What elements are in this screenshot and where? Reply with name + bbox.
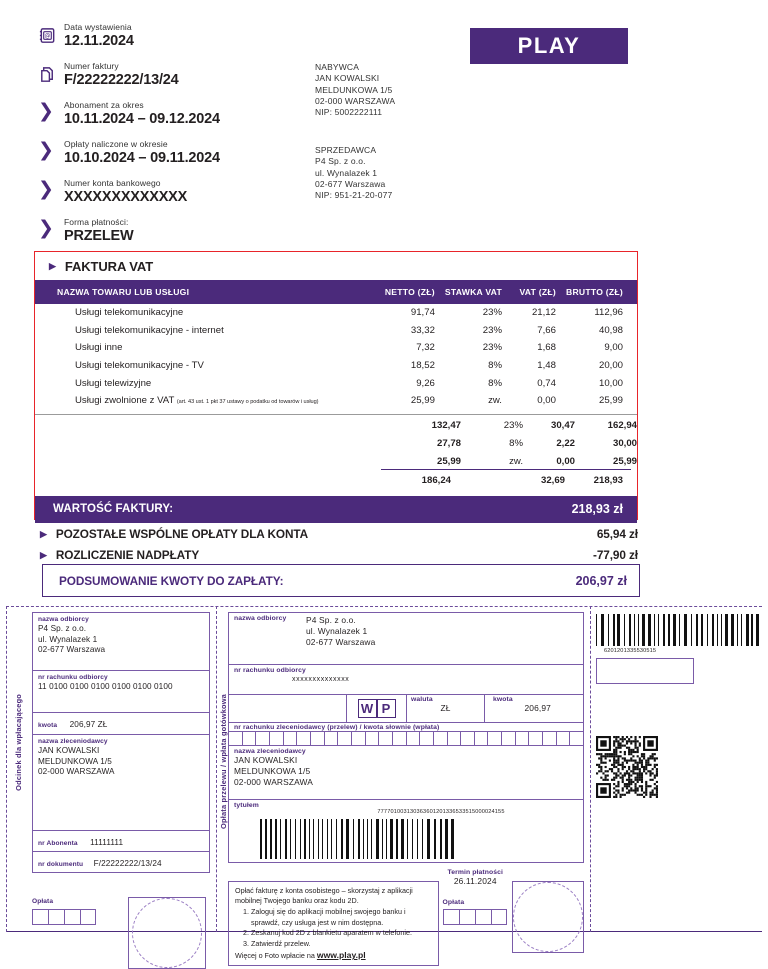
cell-brutto: 40,98	[598, 324, 623, 336]
stub-fee-label: Opłata	[32, 898, 54, 905]
stub-fee-cells[interactable]	[32, 909, 128, 925]
stub-document-label: nr dokumentu	[38, 861, 84, 868]
payer-account-label: nr rachunku zleceniodawcy (przelew) / kwota słownie (wpłata)	[234, 724, 440, 731]
subtotal-netto: 27,78	[436, 437, 461, 449]
account-cell[interactable]	[529, 732, 543, 745]
triangle-right-icon: ▶	[40, 549, 47, 560]
instruction-step: 2. Zeskanuj kod 2D z blankietu aparatem w telefonie.	[251, 928, 432, 938]
item-name: Usługi telekomunikacyjne - TV	[75, 360, 204, 372]
transfer-payer-line: JAN KOWALSKI	[234, 755, 298, 765]
transfer-recipient-line: ul. Wynalazek 1	[306, 626, 368, 636]
cell-vat: 7,66	[537, 324, 556, 336]
seller-line: 02-677 Warszawa	[315, 178, 386, 189]
subtotal-brutto: 162,94	[607, 419, 637, 431]
fee-cell[interactable]	[80, 909, 96, 925]
fee-cell[interactable]	[491, 909, 507, 925]
subtotal-netto: 25,99	[436, 455, 461, 467]
stub-payer-label: nazwa zleceniodawcy	[38, 738, 108, 745]
table-row	[35, 392, 637, 410]
extra-amount: 65,94 zł	[596, 527, 638, 541]
cell-brutto: 112,96	[594, 307, 623, 319]
transfer-payer-line: 02-000 WARSZAWA	[234, 777, 314, 787]
stub-recipient-label: nazwa odbiorcy	[38, 616, 89, 623]
cell-name	[35, 357, 379, 375]
stub-amount-label: kwota	[38, 722, 58, 729]
slip-side-label-left: Odcinek dla wpłacającego	[14, 694, 23, 791]
stub-document	[33, 852, 209, 872]
transfer-stamp-box	[512, 881, 584, 953]
triangle-right-icon: ▶	[40, 528, 47, 539]
svg-text:@: @	[44, 33, 51, 40]
table-row	[35, 357, 637, 375]
due-and-fee-column	[442, 869, 509, 966]
purple-divider	[381, 469, 631, 470]
slip-transfer-form	[228, 612, 584, 966]
field-value: PRZELEW	[64, 228, 134, 244]
cell-vat: 21,12	[531, 307, 556, 319]
extra-amount: -77,90 zł	[592, 548, 638, 562]
cell-netto: 9,26	[416, 377, 435, 389]
subtotal-stawka: zw.	[509, 455, 523, 467]
cell-netto: 33,32	[410, 324, 435, 336]
payer-account-cells[interactable]	[229, 732, 583, 746]
stub-subscriber-label: nr Abonenta	[38, 840, 78, 847]
stub-amount	[33, 713, 209, 735]
transfer-account-label: nr rachunku odbiorcy	[234, 667, 306, 674]
grand-vat: 32,69	[540, 474, 565, 486]
cell-vat: 1,48	[537, 360, 556, 372]
chevron-right-icon: ❯	[38, 178, 54, 200]
buyer-block	[315, 62, 395, 118]
account-cell[interactable]	[516, 732, 530, 745]
item-name: Usługi inne	[75, 342, 123, 354]
invoice-header	[0, 0, 768, 250]
grand-total-row	[35, 470, 637, 489]
fee-cell[interactable]	[459, 909, 475, 925]
barcode-image	[260, 815, 578, 859]
wp-p-box[interactable]: P	[377, 699, 396, 718]
cell-brutto: 9,00	[604, 342, 623, 354]
cell-stawka: 23%	[482, 342, 502, 354]
account-cell[interactable]	[366, 732, 380, 745]
field-label: Numer konta bankowego	[64, 178, 161, 188]
instruction-step: 3. Zatwierdź przelew.	[251, 939, 432, 949]
account-cell[interactable]	[352, 732, 366, 745]
table-row	[35, 322, 637, 340]
stub-account-value: 11 0100 0100 0100 0100 0100 0100	[38, 682, 173, 691]
document-copy-icon	[38, 61, 64, 89]
grand-brutto: 218,93	[593, 474, 623, 486]
transfer-recipient-line: P4 Sp. z o.o.	[306, 615, 356, 625]
field-issue-date	[38, 22, 288, 50]
buyer-nip: NIP: 5002222111	[315, 107, 383, 118]
fee-cell[interactable]	[475, 909, 491, 925]
slip-vertical-divider	[216, 606, 217, 932]
account-cell[interactable]	[325, 732, 339, 745]
subtotal-row	[35, 451, 637, 469]
fee-cell[interactable]	[443, 909, 459, 925]
chevron-right-icon: ❯	[38, 217, 54, 239]
subtotal-vat: 0,00	[556, 455, 575, 467]
slip-vertical-divider	[590, 606, 591, 932]
account-cell[interactable]	[570, 732, 583, 745]
buyer-line: JAN KOWALSKI	[315, 73, 380, 84]
calendar-icon	[38, 22, 64, 50]
invoice-value-amount: 218,93 zł	[571, 502, 623, 517]
stub-recipient-line: 02-677 Warszawa	[38, 645, 106, 654]
stub-amount-value: 206,97 ZŁ	[69, 720, 108, 729]
stub-payer	[33, 735, 209, 831]
field-value: 10.10.2024 – 09.11.2024	[64, 150, 220, 166]
chevron-right-icon: ❯	[38, 100, 54, 122]
summary-box	[42, 564, 640, 597]
triangle-right-icon: ▶	[49, 261, 56, 271]
transfer-amount-value: 206,97	[524, 703, 551, 713]
summary-amount: 206,97 zł	[575, 573, 627, 588]
table-header-row	[35, 280, 637, 304]
cell-brutto: 10,00	[598, 377, 623, 389]
account-cell[interactable]	[256, 732, 270, 745]
cell-netto: 25,99	[410, 395, 435, 407]
cell-netto: 7,32	[416, 342, 435, 354]
instructions-more: Więcej o Foto wpłacie na	[235, 951, 317, 961]
col-name: NAZWA TOWARU LUB USŁUGI	[35, 280, 379, 304]
cell-name	[35, 374, 379, 392]
faktura-vat-section	[34, 251, 638, 520]
item-name: Usługi telekomunikacyjne - internet	[75, 324, 224, 336]
field-payment-method	[38, 217, 288, 245]
account-cell[interactable]	[434, 732, 448, 745]
wp-w-box[interactable]: W	[358, 699, 377, 718]
seller-title: SPRZEDAWCA	[315, 145, 377, 155]
play-website-link[interactable]: www.play.pl	[316, 950, 366, 961]
transfer-amount-label: kwota	[493, 696, 513, 703]
stub-document-value: F/22222222/13/24	[93, 859, 162, 868]
slip-top-divider	[6, 606, 762, 607]
cell-netto: 91,74	[410, 307, 435, 319]
account-cell[interactable]	[543, 732, 557, 745]
barcode-number: 777701003130363601201336533515000024155	[377, 809, 505, 815]
col-stawka: STAWKA VAT	[445, 280, 514, 304]
stub-payer-line: 02-000 WARSZAWA	[38, 767, 115, 776]
cell-vat: 0,74	[537, 377, 556, 389]
subtotal-brutto: 25,99	[612, 455, 637, 467]
field-value: XXXXXXXXXXXXX	[64, 189, 188, 205]
cell-stawka: zw.	[488, 395, 502, 407]
transfer-title-label: tytułem	[234, 802, 259, 809]
item-name: Usługi telekomunikacyjne	[75, 307, 184, 319]
cell-brutto: 20,00	[598, 360, 623, 372]
field-subscription-period	[38, 100, 288, 128]
stub-payer-line: MELDUNKOWA 1/5	[38, 756, 112, 766]
transfer-payer-line: MELDUNKOWA 1/5	[234, 766, 311, 776]
subtotal-vat: 2,22	[556, 437, 575, 449]
stub-subscriber	[33, 831, 209, 852]
cell-vat: 1,68	[537, 342, 556, 354]
account-cell[interactable]	[379, 732, 393, 745]
currency-value: ZŁ	[440, 703, 451, 713]
subtotals-table	[35, 415, 637, 469]
field-bank-account	[38, 178, 288, 206]
instruction-step: 1. Zaloguj się do aplikacji mobilnej swojego banku i sprawdź, czy usługa jest w nim dostępna.	[251, 907, 432, 927]
invoice-value-label: WARTOŚĆ FAKTURY:	[53, 503, 174, 516]
subtotal-stawka: 23%	[503, 419, 523, 431]
transfer-fee-label: Opłata	[442, 899, 465, 906]
cell-stawka: 23%	[482, 324, 502, 336]
field-label: Opłaty naliczone w okresie	[64, 139, 168, 149]
slip-stub	[32, 612, 210, 969]
account-cell[interactable]	[420, 732, 434, 745]
field-label: Numer faktury	[64, 61, 119, 71]
stub-recipient-line: ul. Wynalazek 1	[38, 634, 98, 644]
stub-subscriber-value: 11111111	[90, 838, 124, 847]
extra-label: ROZLICZENIE NADPŁATY	[55, 548, 200, 562]
transfer-title	[229, 800, 583, 862]
transfer-account-value: xxxxxxxxxxxxxx	[292, 676, 350, 683]
instructions-box	[228, 881, 439, 966]
fee-cell[interactable]	[32, 909, 48, 925]
due-date-label: Termin płatności	[447, 869, 503, 876]
account-cell[interactable]	[338, 732, 352, 745]
stamp-circle-icon	[513, 882, 583, 952]
chevron-right-icon: ❯	[38, 139, 54, 161]
right-empty-box	[596, 658, 694, 684]
stub-recipient	[33, 613, 209, 671]
due-date-value: 26.11.2024	[453, 876, 497, 886]
buyer-title: NABYWCA	[315, 62, 360, 72]
stub-account-label: nr rachunku odbiorcy	[38, 674, 108, 681]
header-fields	[38, 22, 288, 256]
seller-line: P4 Sp. z o.o.	[315, 156, 366, 167]
stamp-circle-icon	[132, 898, 202, 968]
grand-netto: 186,24	[421, 474, 451, 486]
account-cell[interactable]	[502, 732, 516, 745]
table-row	[35, 339, 637, 357]
account-cell[interactable]	[407, 732, 421, 745]
extra-row-overpayment[interactable]	[40, 548, 638, 562]
transfer-recipient-label: nazwa odbiorcy	[234, 615, 287, 622]
field-charges-period	[38, 139, 288, 167]
items-table	[35, 280, 637, 410]
grand-total-table	[35, 470, 637, 489]
extra-label: POZOSTAŁE WSPÓLNE OPŁATY DLA KONTA	[55, 527, 309, 541]
account-cell[interactable]	[448, 732, 462, 745]
slip-right-column	[596, 612, 762, 803]
field-label: Data wystawienia	[64, 22, 132, 32]
buyer-line: MELDUNKOWA 1/5	[315, 84, 393, 95]
transfer-payer	[229, 746, 583, 800]
fee-cell[interactable]	[48, 909, 64, 925]
invoice-value-bar	[35, 496, 637, 523]
item-fineprint: (art. 43 ust. 1 pkt 37 ustawy o podatku od towarów i usług)	[176, 399, 319, 406]
account-cell[interactable]	[488, 732, 502, 745]
subtotal-stawka: 8%	[509, 437, 523, 449]
item-name: Usługi telewizyjne	[75, 377, 152, 389]
stub-stamp-box	[128, 897, 206, 969]
cell-brutto: 25,99	[598, 395, 623, 407]
subtotal-row	[35, 433, 637, 451]
wp-checkboxes[interactable]	[358, 699, 396, 718]
play-logo	[470, 28, 628, 64]
account-cell[interactable]	[557, 732, 571, 745]
summary-label: PODSUMOWANIE KWOTY DO ZAPŁATY:	[59, 573, 284, 588]
subtotal-netto: 132,47	[431, 419, 461, 431]
col-netto: NETTO (ZŁ)	[379, 280, 445, 304]
seller-block	[315, 145, 392, 201]
field-value: 12.11.2024	[64, 33, 134, 49]
grand-stawka	[461, 470, 523, 489]
account-cell[interactable]	[393, 732, 407, 745]
seller-line: ul. Wynalazek 1	[315, 167, 378, 178]
cell-stawka: 23%	[482, 307, 502, 319]
slip-vertical-divider	[6, 606, 7, 932]
account-cell[interactable]	[475, 732, 489, 745]
cell-name	[35, 304, 379, 322]
faktura-vat-header[interactable]	[35, 252, 637, 280]
item-name: Usługi zwolnione z VAT	[75, 395, 175, 407]
account-cell[interactable]	[284, 732, 298, 745]
field-label: Abonament za okres	[64, 100, 144, 110]
seller-nip: NIP: 951-21-20-077	[315, 190, 393, 201]
transfer-main-box	[228, 612, 584, 863]
qr-code-icon	[596, 736, 658, 798]
table-row	[35, 304, 637, 322]
account-cell[interactable]	[270, 732, 284, 745]
field-label: Forma płatności:	[64, 217, 129, 227]
cell-stawka: 8%	[488, 360, 502, 372]
payment-slip	[6, 606, 762, 961]
subtotal-vat: 30,47	[550, 419, 575, 431]
faktura-vat-title: FAKTURA VAT	[64, 259, 154, 274]
field-invoice-number	[38, 61, 288, 89]
cell-name	[35, 322, 379, 340]
slip-side-label-mid: Opłata przelewu / wpłata gotówkowa	[219, 694, 228, 829]
cell-name	[35, 339, 379, 357]
cell-name	[35, 392, 379, 410]
account-cell[interactable]	[243, 732, 257, 745]
transfer-payer-account-label-row	[229, 723, 583, 732]
transfer-amount-row	[229, 695, 583, 723]
transfer-recipient-line: 02-677 Warszawa	[306, 637, 376, 647]
transfer-payer-label: nazwa zleceniodawcy	[234, 748, 306, 755]
col-brutto: BRUTTO (ZŁ)	[566, 280, 637, 304]
stub-recipient-line: P4 Sp. z o.o.	[38, 624, 87, 633]
stub-account	[33, 671, 209, 713]
stub-main-box	[32, 612, 210, 873]
cell-stawka: 8%	[488, 377, 502, 389]
account-cell[interactable]	[311, 732, 325, 745]
cell-vat: 0,00	[537, 395, 556, 407]
table-row	[35, 374, 637, 392]
currency-label: waluta	[411, 696, 433, 703]
barcode-right-image	[596, 612, 762, 646]
play-logo-text: PLAY	[517, 33, 581, 58]
subtotal-row	[35, 415, 637, 433]
instructions-intro: Opłać fakturę z konta osobistego – skorzystaj z aplikacji mobilnej Twojego banku oraz kodu 2D.	[235, 886, 413, 906]
account-cell[interactable]	[461, 732, 475, 745]
account-cell[interactable]	[297, 732, 311, 745]
extra-row-common-fees[interactable]	[40, 527, 638, 541]
buyer-line: 02-000 WARSZAWA	[315, 95, 396, 106]
cell-netto: 18,52	[410, 360, 435, 372]
transfer-account	[229, 665, 583, 695]
field-value: F/22222222/13/24	[64, 72, 179, 88]
transfer-recipient	[229, 613, 583, 665]
transfer-fee-cells[interactable]	[443, 909, 509, 925]
stub-payer-line: JAN KOWALSKI	[38, 746, 100, 755]
account-cell[interactable]	[229, 732, 243, 745]
field-value: 10.11.2024 – 09.12.2024	[64, 111, 220, 127]
col-vat: VAT (ZŁ)	[514, 280, 566, 304]
fee-cell[interactable]	[64, 909, 80, 925]
right-barcode-number: 6201201335530515	[604, 648, 657, 654]
subtotal-brutto: 30,00	[612, 437, 637, 449]
